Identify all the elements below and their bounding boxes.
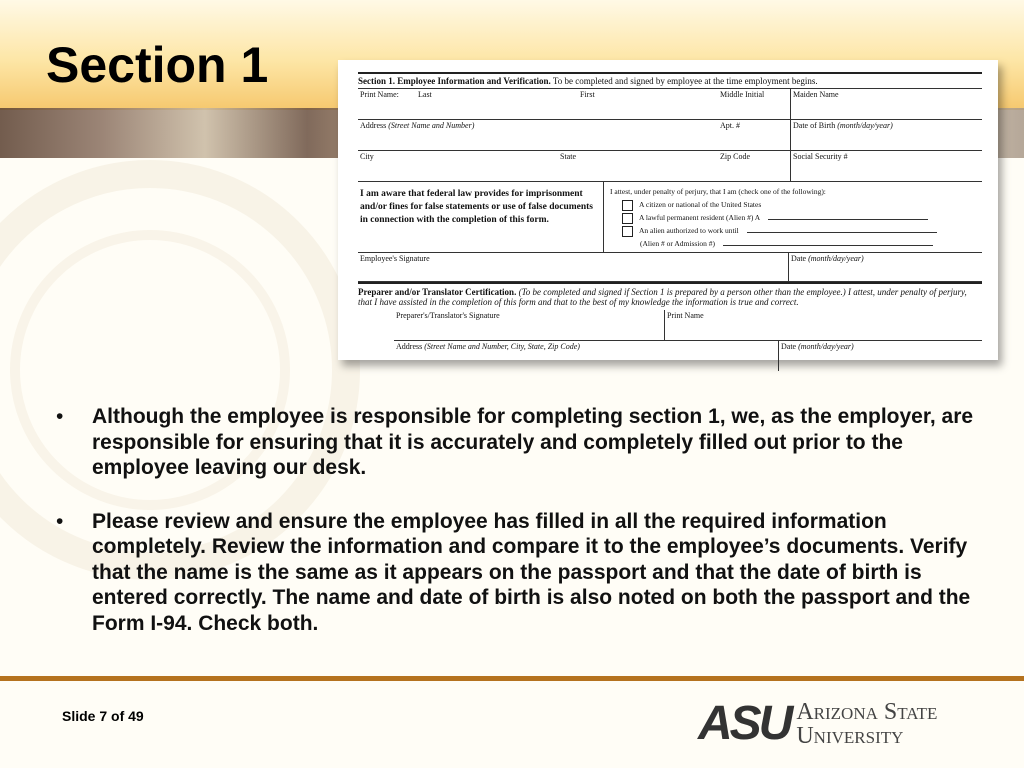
- form-i9-section1-image: [338, 60, 998, 360]
- resident-checkbox: [622, 213, 633, 224]
- perjury-warning: I am aware that federal law provides for imprisonment and/or fines for false statements or use of false documents in connection with the completion of this form.: [360, 189, 593, 225]
- citizen-checkbox: [622, 200, 633, 211]
- apt-label: Apt. #: [720, 121, 740, 130]
- slide-number: Slide 7 of 49: [62, 708, 144, 724]
- attestation-block: I attest, under penalty of perjury, that I am (check one of the following): A citizen or national of the United States A lawful permanent resident (Alien #) A An alien authorized to work until (Alien # or Admission #): [603, 182, 982, 252]
- bullet-list: [56, 404, 996, 664]
- employee-signature-label: Employee's Signature: [360, 254, 430, 263]
- alien-checkbox: [622, 226, 633, 237]
- form-i9-section1: [358, 72, 982, 371]
- last-name-label: Last: [418, 90, 432, 99]
- preparer-certification: Preparer and/or Translator Certification. (To be completed and signed if Section 1 is prepared by a person other than the employee.) I attest, under penalty of perjury, that I have assisted in the completion of this form and that to the best of my knowledge the information is true and correct.: [358, 287, 967, 307]
- maiden-name-label: Maiden Name: [790, 89, 982, 119]
- asu-logo-wordmark: Arizona State University: [796, 698, 938, 749]
- zip-label: Zip Code: [720, 152, 750, 161]
- asu-logo-mark: ASU: [698, 697, 791, 750]
- print-name-label: Print Name:: [360, 90, 399, 99]
- form-section-heading: Section 1. Employee Information and Verification. To be completed and signed by employee at the time employment begins.: [358, 74, 982, 89]
- address-label: Address (Street Name and Number): [360, 121, 475, 130]
- preparer-address-label: Address (Street Name and Number, City, State, Zip Code): [396, 342, 580, 351]
- preparer-date-label: Date (month/day/year): [778, 341, 982, 371]
- bullet-item: • Please review and ensure the employee has filled in all the required information completely. Review the information and compare it to the employee’s documents. Verify that the name is the same as it appears on the passport and that the date of birth is entered correctly. The name and date of birth is also noted on both the passport and the Form I-94. Check both.: [56, 509, 971, 635]
- footer-divider: [0, 676, 1024, 681]
- signature-date-label: Date (month/day/year): [788, 253, 982, 281]
- dob-label: Date of Birth (month/day/year): [790, 120, 982, 150]
- middle-initial-label: Middle Initial: [720, 90, 765, 99]
- bullet-item: • Although the employee is responsible for completing section 1, we, as the employer, are responsible for ensuring that it is accurately and completely filled out prior to the employee leaving our desk.: [56, 405, 974, 479]
- preparer-signature-label: Preparer's/Translator's Signature: [396, 311, 500, 320]
- ssn-label: Social Security #: [790, 151, 982, 181]
- asu-logo: [698, 696, 937, 751]
- city-label: City: [360, 152, 374, 161]
- preparer-print-name-label: Print Name: [664, 310, 982, 340]
- state-label: State: [560, 152, 576, 161]
- first-name-label: First: [580, 90, 595, 99]
- slide-title: Section 1: [46, 37, 269, 93]
